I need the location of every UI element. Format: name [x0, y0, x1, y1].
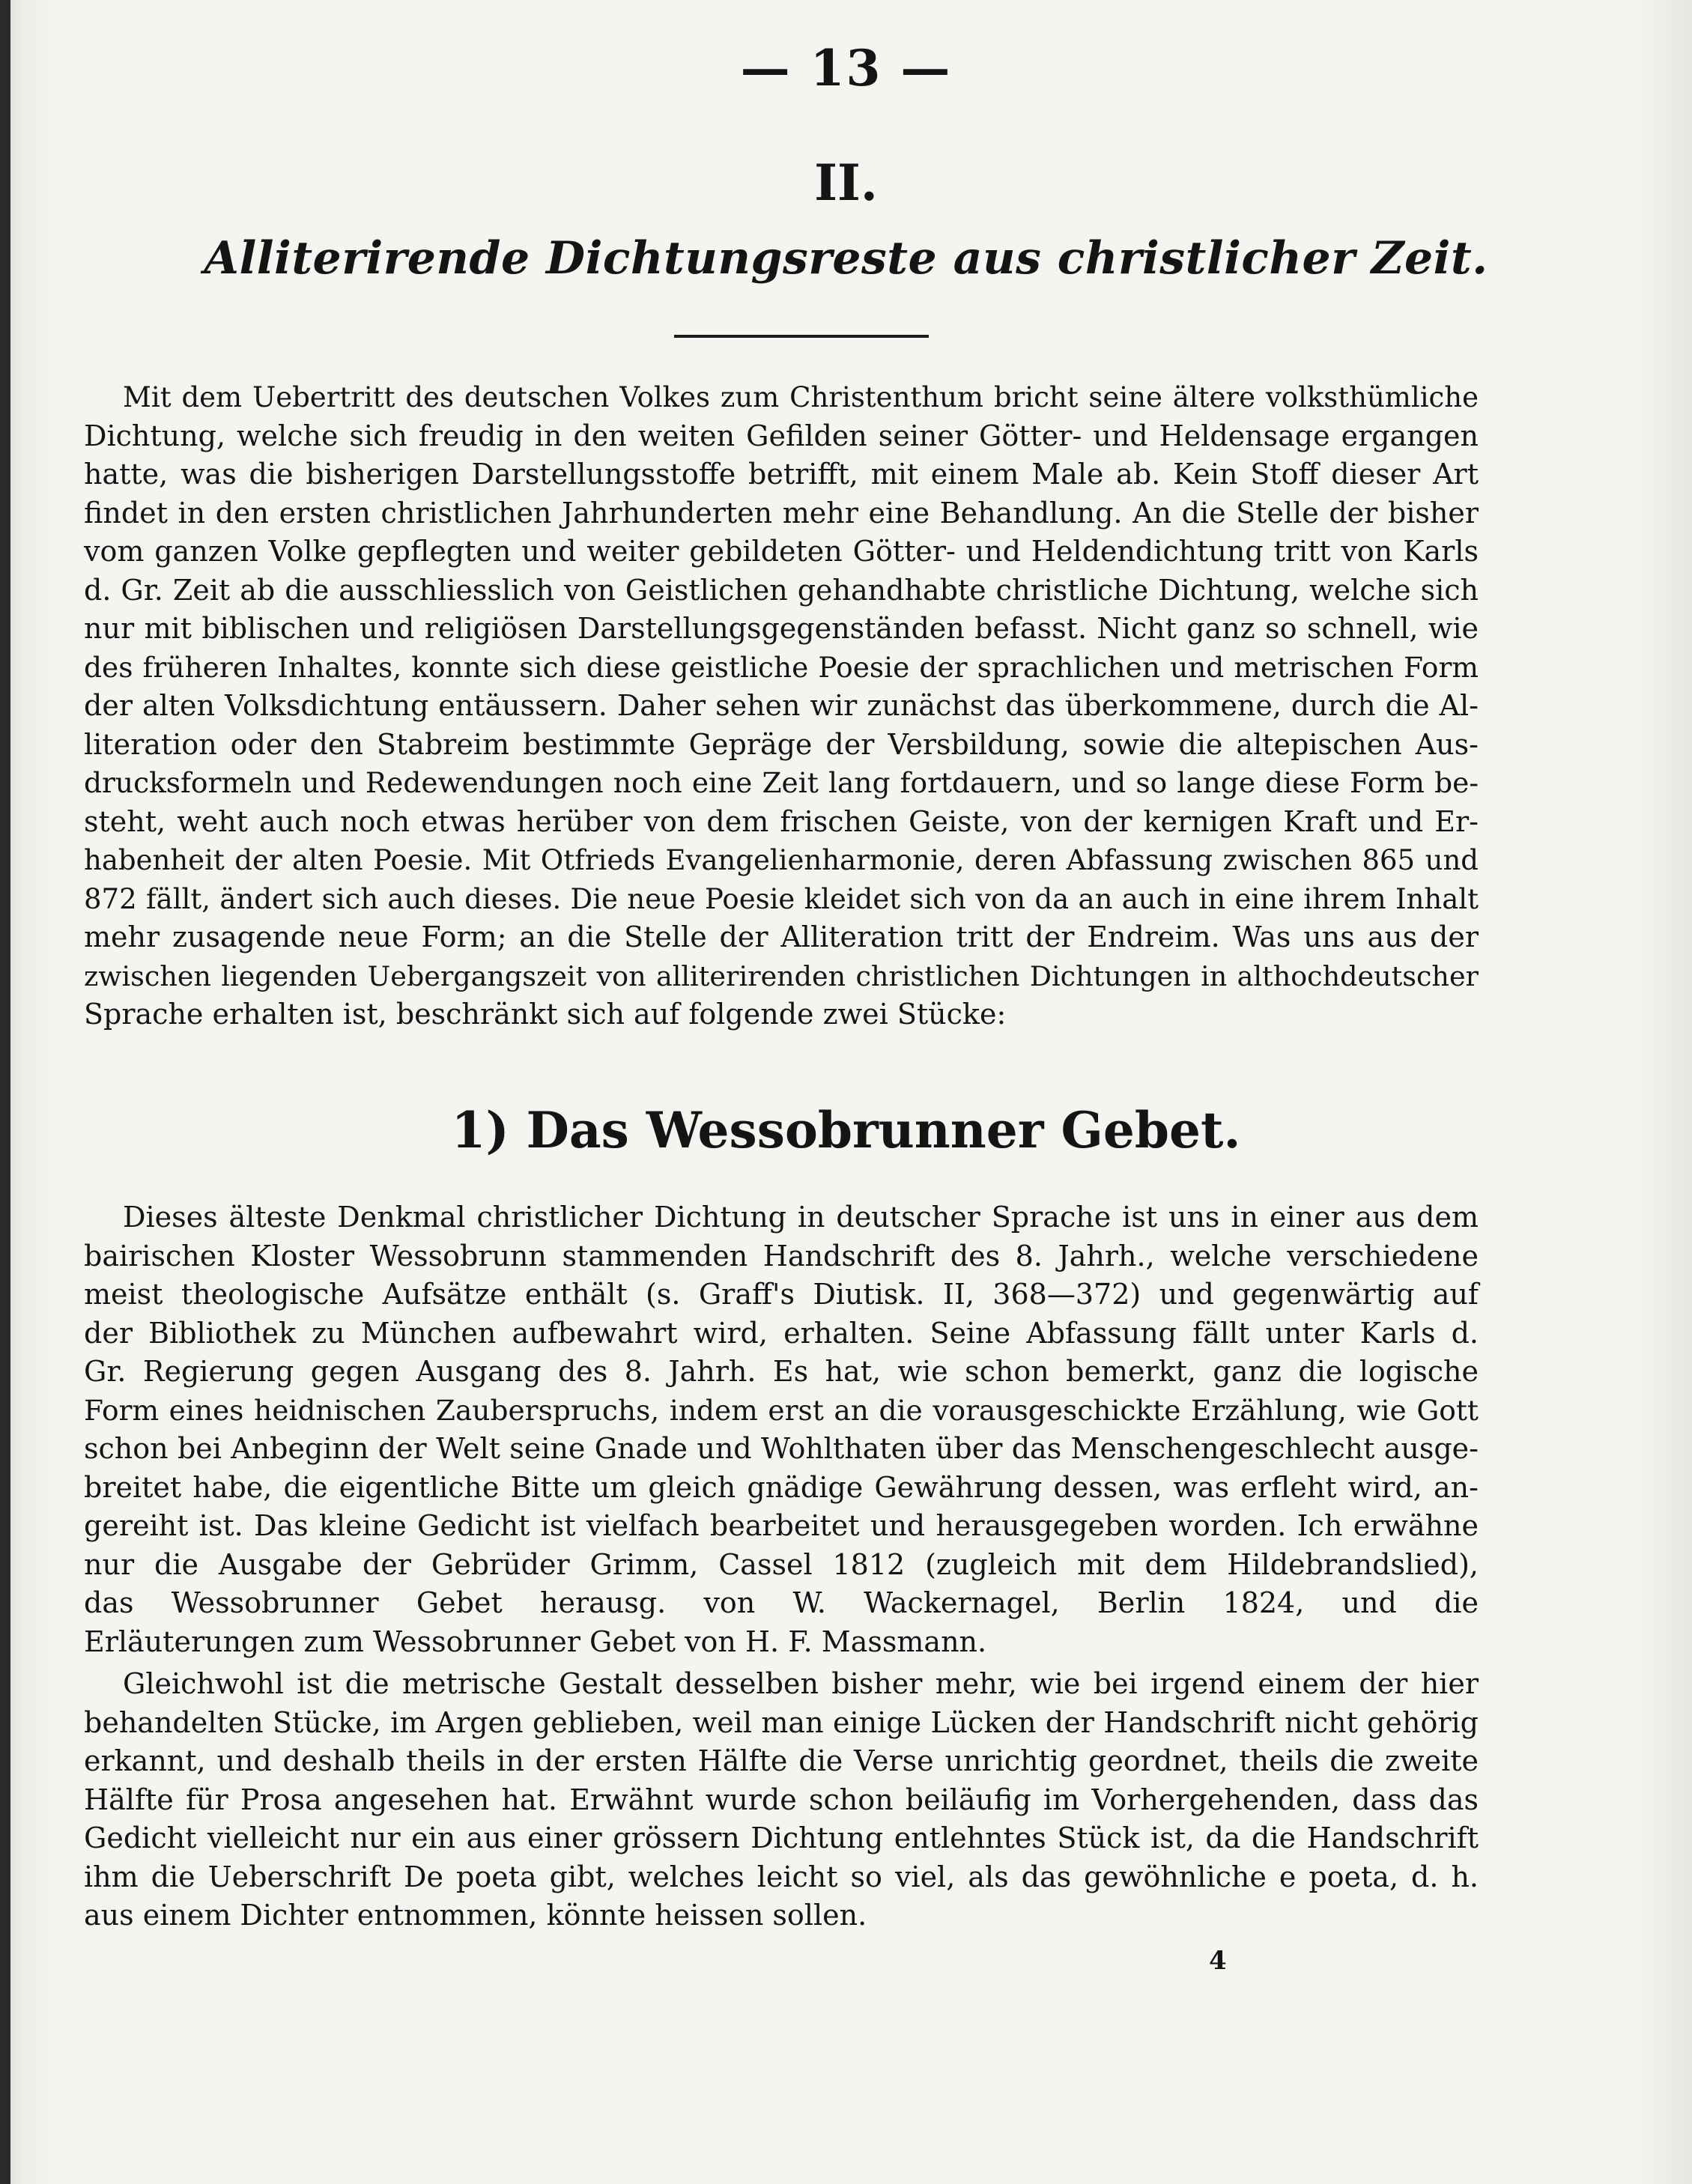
text-line: meist theologische Aufsätze enthält (s. Graff's Diutisk. II, 368—372) und gegenwärtig auf: [84, 1278, 1479, 1311]
paragraph-2: [84, 1665, 1479, 1935]
text-line: schon bei Anbeginn der Welt seine Gnade und Wohlthaten über das Menschengeschlecht ausge-: [84, 1432, 1479, 1465]
text-line: des früheren Inhaltes, konnte sich diese geistliche Poesie der sprachlichen und metrischen Form: [84, 650, 1479, 684]
text-line: hatte, was die bisherigen Darstellungsstoffe betrifft, mit einem Male ab. Kein Stoff dieser Art: [84, 458, 1479, 491]
text-line: Mit dem Uebertritt des deutschen Volkes zum Christenthum bricht seine ältere volksthümliche: [123, 381, 1479, 413]
text-line: Gr. Regierung gegen Ausgang des 8. Jahrh. Es hat, wie schon bemerkt, ganz die logische: [84, 1355, 1479, 1388]
text-line: breitet habe, die eigentliche Bitte um gleich gnädige Gewährung dessen, was erfleht wird, an-: [84, 1470, 1479, 1504]
text-line: Dieses älteste Denkmal christlicher Dichtung in deutscher Sprache ist uns in einer aus dem: [123, 1201, 1479, 1234]
text-line: ihm die Ueberschrift De poeta gibt, welches leicht so viel, als das gewöhnliche e poeta, d. h.: [84, 1860, 1479, 1893]
page-number: — 13 —: [740, 39, 952, 97]
text-line: d. Gr. Zeit ab die ausschliesslich von Geistlichen gehandhabte christliche Dichtung, welche sich: [84, 573, 1479, 607]
section-number: II.: [814, 154, 878, 212]
text-line: nur die Ausgabe der Gebrüder Grimm, Cassel 1812 (zugleich mit dem Hildebrandslied),: [84, 1547, 1479, 1581]
text-line: Sprache erhalten ist, beschränkt sich auf folgende zwei Stücke:: [84, 998, 1007, 1031]
section-title: Alliterirende Dichtungsreste aus christlicher Zeit.: [204, 232, 1488, 285]
text-line: findet in den ersten christlichen Jahrhunderten mehr eine Behandlung. An die Stelle der bisher: [84, 496, 1479, 530]
text-line: mehr zusagende neue Form; an die Stelle der Alliteration tritt der Endreim. Was uns aus der: [84, 920, 1479, 953]
text-line: Dichtung, welche sich freudig in den weiten Gefilden seiner Götter- und Heldensage ergangen: [84, 419, 1479, 452]
text-line: gereiht ist. Das kleine Gedicht ist vielfach bearbeitet und herausgegeben worden. Ich erwähne: [84, 1509, 1479, 1542]
scan-edge: [0, 0, 10, 2184]
text-line: bairischen Kloster Wessobrunn stammenden Handschrift des 8. Jahrh., welche verschiedene: [84, 1239, 1479, 1273]
signature-mark: 4: [1209, 1946, 1227, 1976]
text-line: Hälfte für Prosa angesehen hat. Erwähnt wurde schon beiläufig im Vorhergehenden, dass das: [84, 1783, 1479, 1816]
text-line: der alten Volksdichtung entäussern. Daher sehen wir zunächst das überkommene, durch die Al-: [84, 689, 1479, 722]
text-line: erkannt, und deshalb theils in der ersten Hälfte die Verse unrichtig geordnet, theils die zweite: [84, 1744, 1479, 1777]
text-line: literation oder den Stabreim bestimmte Gepräge der Versbildung, sowie die altepischen Aus-: [84, 727, 1479, 761]
text-line: Erläuterungen zum Wessobrunner Gebet von H. F. Massmann.: [84, 1625, 987, 1658]
text-line: aus einem Dichter entnommen, könnte heissen sollen.: [84, 1899, 867, 1932]
title-rule: [674, 335, 929, 338]
text-line: vom ganzen Volke gepflegten und weiter gebildeten Götter- und Heldendichtung tritt von Karls: [84, 535, 1479, 568]
text-line: zwischen liegenden Uebergangszeit von alliterirenden christlichen Dichtungen in althochdeutscher: [84, 959, 1479, 992]
text-line: Form eines heidnischen Zauberspruchs, indem erst an die vorausgeschickte Erzählung, wie Gott: [84, 1393, 1479, 1427]
intro-paragraph: [84, 378, 1479, 1034]
text-line: steht, weht auch noch etwas herüber von dem frischen Geiste, von der kernigen Kraft und Er-: [84, 804, 1479, 838]
text-line: 872 fällt, ändert sich auch dieses. Die neue Poesie kleidet sich von da an auch in eine ihrem Inhalt: [84, 882, 1479, 915]
subsection-heading: 1) Das Wessobrunner Gebet.: [451, 1101, 1241, 1159]
text-line: Gedicht vielleicht nur ein aus einer grössern Dichtung entlehntes Stück ist, da die Handschrift: [84, 1821, 1479, 1854]
text-line: das Wessobrunner Gebet herausg. von W. Wackernagel, Berlin 1824, und die: [84, 1586, 1479, 1619]
paragraph-1: [84, 1198, 1479, 1661]
text-line: habenheit der alten Poesie. Mit Otfrieds Evangelienharmonie, deren Abfassung zwischen 865 und: [84, 844, 1479, 876]
text-line: drucksformeln und Redewendungen noch eine Zeit lang fortdauern, und so lange diese Form be-: [84, 766, 1479, 799]
text-line: behandelten Stücke, im Argen geblieben, weil man einige Lücken der Handschrift nicht gehörig: [84, 1705, 1479, 1739]
text-line: nur mit biblischen und religiösen Darstellungsgegenständen befasst. Nicht ganz so schnell, wie: [84, 612, 1479, 645]
text-line: der Bibliothek zu München aufbewahrt wird, erhalten. Seine Abfassung fällt unter Karls d.: [84, 1316, 1479, 1350]
text-line: Gleichwohl ist die metrische Gestalt desselben bisher mehr, wie bei irgend einem der hier: [123, 1667, 1479, 1700]
